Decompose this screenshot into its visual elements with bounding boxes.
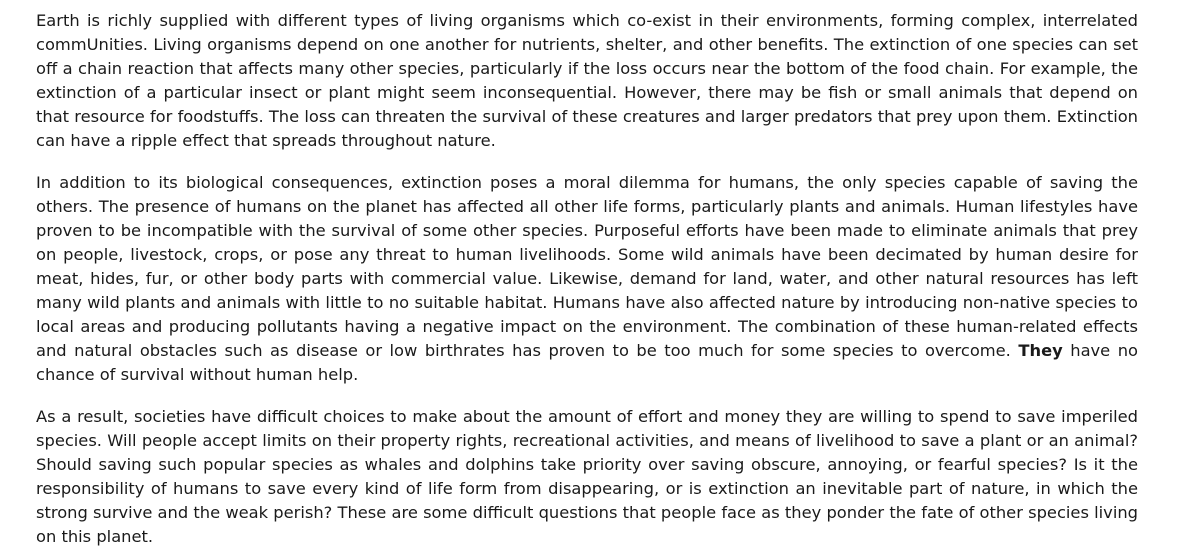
paragraph-2-text-before: In addition to its biological consequences, extinction poses a moral dilemma for humans, the only species capable of saving the others. The presence of humans on the planet has affected all other life forms, particularly plants and animals. Human lifestyles have proven to be incompatible with the survival of some other species. Purposeful efforts have been made to eliminate animals that prey on people, livestock, crops, or pose any threat to human livelihoods. Some wild animals have been decimated by human desire for meat, hides, fur, or other body parts with commercial value. Likewise, demand for land, water, and other natural resources has left many wild plants and animals with little to no suitable habitat. Humans have also affected nature by introducing non-native species to local areas and producing pollutants having a negative impact on the environment. The combination of these human-related effects and natural obstacles such as disease or low birthrates has proven to be too much for some species to overcome.: [36, 173, 1138, 360]
paragraph-2-text-after: have no chance of survival without human help.: [36, 341, 1138, 384]
reading-passage: [36, 9, 1138, 549]
paragraph-2: [36, 171, 1138, 387]
paragraph-1: Earth is richly supplied with different types of living organisms which co-exist in their environments, forming complex, interrelated commUnities. Living organisms depend on one another for nutrients, shelter, and other benefits. The extinction of one species can set off a chain reaction that affects many other species, particularly if the loss occurs near the bottom of the food chain. For example, the extinction of a particular insect or plant might seem inconsequential. However, there may be fish or small animals that depend on that resource for foodstuffs. The loss can threaten the survival of these creatures and larger predators that prey upon them. Extinction can have a ripple effect that spreads throughout nature.: [36, 11, 1138, 150]
paragraph-3: As a result, societies have difficult choices to make about the amount of effort and money they are willing to spend to save imperiled species. Will people accept limits on their property rights, recreational activities, and means of livelihood to save a plant or an animal? Should saving such popular species as whales and dolphins take priority over saving obscure, annoying, or fearful species? Is it the responsibility of humans to save every kind of life form from disappearing, or is extinction an inevitable part of nature, in which the strong survive and the weak perish? These are some difficult questions that people face as they ponder the fate of other species living on this planet.: [36, 407, 1138, 546]
highlighted-word: They: [1018, 341, 1063, 360]
